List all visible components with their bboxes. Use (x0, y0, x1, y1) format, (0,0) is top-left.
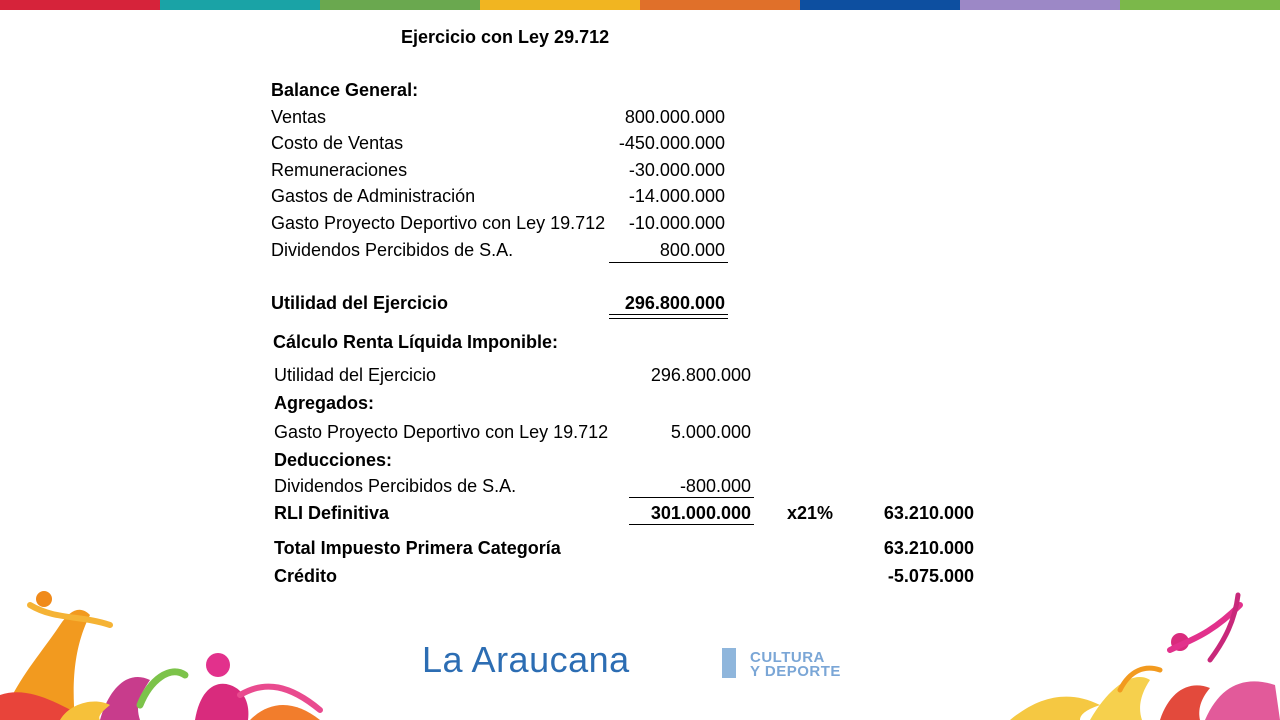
utilidad-value: 296.800.000 (624, 293, 725, 313)
balance-row-value: -14.000.000 (628, 186, 725, 206)
balance-row-value: -30.000.000 (628, 160, 725, 180)
balance-row-value: -10.000.000 (628, 213, 725, 233)
color-segment (640, 0, 800, 10)
rli-utilidad-label: Utilidad del Ejercicio (274, 365, 437, 385)
credito-value: -5.075.000 (887, 566, 974, 586)
color-segment (1120, 0, 1280, 10)
balance-row-label: Remuneraciones (271, 160, 408, 180)
color-segment (800, 0, 960, 10)
balance-row-label: Gasto Proyecto Deportivo con Ley 19.712 (271, 213, 606, 233)
color-segment (0, 0, 160, 10)
subtotal-rule (609, 262, 728, 263)
credito-label: Crédito (274, 566, 337, 586)
deduccion-label: Dividendos Percibidos de S.A. (274, 476, 517, 496)
dancers-illustration-right (1000, 590, 1280, 720)
page-title: Ejercicio con Ley 29.712 (401, 27, 610, 47)
total-impuesto-label: Total Impuesto Primera Categoría (274, 538, 561, 558)
logo-sub-cultura: CULTURA (750, 649, 825, 666)
color-segment (160, 0, 320, 10)
rli-heading: Cálculo Renta Líquida Imponible: (273, 332, 559, 352)
balance-row-label: Ventas (271, 107, 327, 127)
balance-row-label: Gastos de Administración (271, 186, 476, 206)
color-segment (480, 0, 640, 10)
rli-definitiva-label: RLI Definitiva (274, 503, 390, 523)
total-double-rule-top (609, 314, 728, 315)
rli-utilidad-value: 296.800.000 (650, 365, 751, 385)
agregados-heading: Agregados: (274, 393, 375, 413)
utilidad-label: Utilidad del Ejercicio (271, 293, 449, 313)
agregado-value: 5.000.000 (670, 422, 751, 442)
balance-row-label: Dividendos Percibidos de S.A. (271, 240, 514, 260)
logo-sub-deporte: Y DEPORTE (750, 663, 841, 680)
rli-total-rule (629, 524, 754, 525)
color-segment (320, 0, 480, 10)
balance-row-value: 800.000 (659, 240, 725, 260)
tax-amount: 63.210.000 (883, 503, 974, 523)
rli-definitiva-value: 301.000.000 (650, 503, 751, 523)
deduccion-value: -800.000 (679, 476, 751, 496)
top-color-bar (0, 0, 1280, 10)
rli-subtotal-rule (629, 497, 754, 498)
balance-row-label: Costo de Ventas (271, 133, 404, 153)
tax-rate: x21% (787, 503, 834, 523)
balance-row-value: -450.000.000 (618, 133, 725, 153)
balance-heading: Balance General: (271, 80, 419, 100)
color-segment (960, 0, 1120, 10)
dancers-illustration-left (0, 585, 330, 720)
deducciones-heading: Deducciones: (274, 450, 393, 470)
logo-wordmark: La Araucana (422, 639, 630, 680)
total-double-rule-bottom (609, 318, 728, 319)
total-impuesto-value: 63.210.000 (883, 538, 974, 558)
logo-bar-icon (722, 648, 736, 678)
balance-row-value: 800.000.000 (624, 107, 725, 127)
agregado-label: Gasto Proyecto Deportivo con Ley 19.712 (274, 422, 609, 442)
